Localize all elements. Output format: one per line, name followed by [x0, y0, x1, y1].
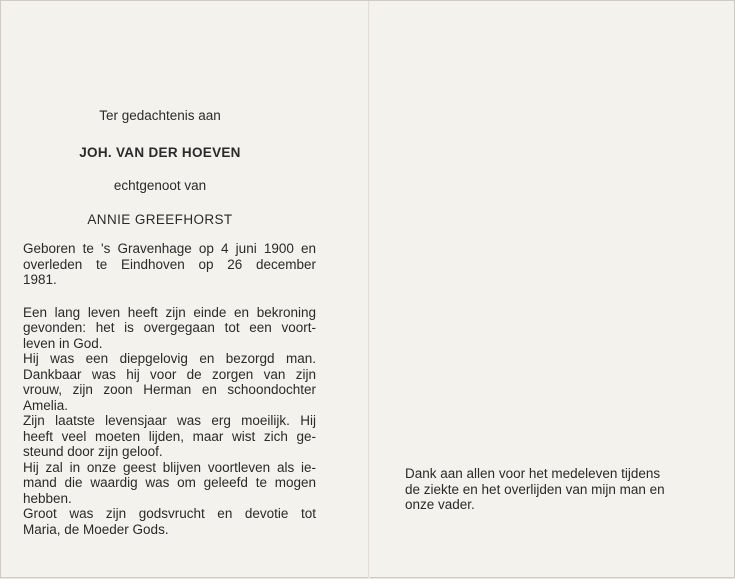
text-line: vrouw, zijn zoon Herman en schoondochter	[23, 382, 316, 397]
memorial-heading: Ter gedachtenis aan	[99, 108, 221, 123]
text-line: steund door zijn geloof.	[23, 444, 163, 459]
deceased-name: JOH. VAN DER HOEVEN	[79, 145, 241, 160]
card-fold	[368, 1, 370, 579]
birth-death-paragraph	[23, 241, 316, 288]
spouse-name: ANNIE GREEFHORST	[87, 212, 233, 227]
thanks-line: onze vader.	[405, 497, 475, 512]
text-line: mand die waardig was om geleefd te mogen	[23, 475, 316, 490]
text-line: Groot was zijn godsvrucht en devotie tot	[23, 506, 316, 521]
text-line: heeft veel moeten lijden, maar wist zich ge-	[23, 428, 316, 444]
text-line: hebben.	[23, 490, 72, 506]
text-line: 1981.	[23, 272, 57, 287]
text-line: gevonden: het is overgegaan tot een voort-	[23, 320, 316, 335]
text-line: Hij zal in onze geest blijven voortleven als ie-	[23, 459, 316, 475]
text-line: leven in God.	[23, 335, 103, 351]
text-line: Amelia.	[23, 397, 69, 413]
tribute-paragraph	[23, 305, 316, 538]
text-line: Een lang leven heeft zijn einde en bekroning	[23, 304, 316, 320]
text-line: Maria, de Moeder Gods.	[23, 521, 169, 537]
right-panel	[405, 466, 705, 513]
thanks-line: de ziekte en het overlijden van mijn man en	[405, 481, 665, 497]
spouse-intro: echtgenoot van	[113, 178, 207, 193]
text-line: Dankbaar was hij voor de zorgen van zijn	[23, 366, 316, 382]
text-line: Geboren te 's Gravenhage op 4 juni 1900 en	[23, 241, 316, 256]
thanks-line: Dank aan allen voor het medeleven tijdens	[405, 466, 661, 481]
text-line: Hij was een diepgelovig en bezorgd man.	[23, 351, 316, 366]
text-line: overleden te Eindhoven op 26 december	[23, 256, 316, 272]
text-line: Zijn laatste levensjaar was erg moeilijk. Hij	[23, 413, 316, 428]
left-panel	[23, 91, 323, 537]
